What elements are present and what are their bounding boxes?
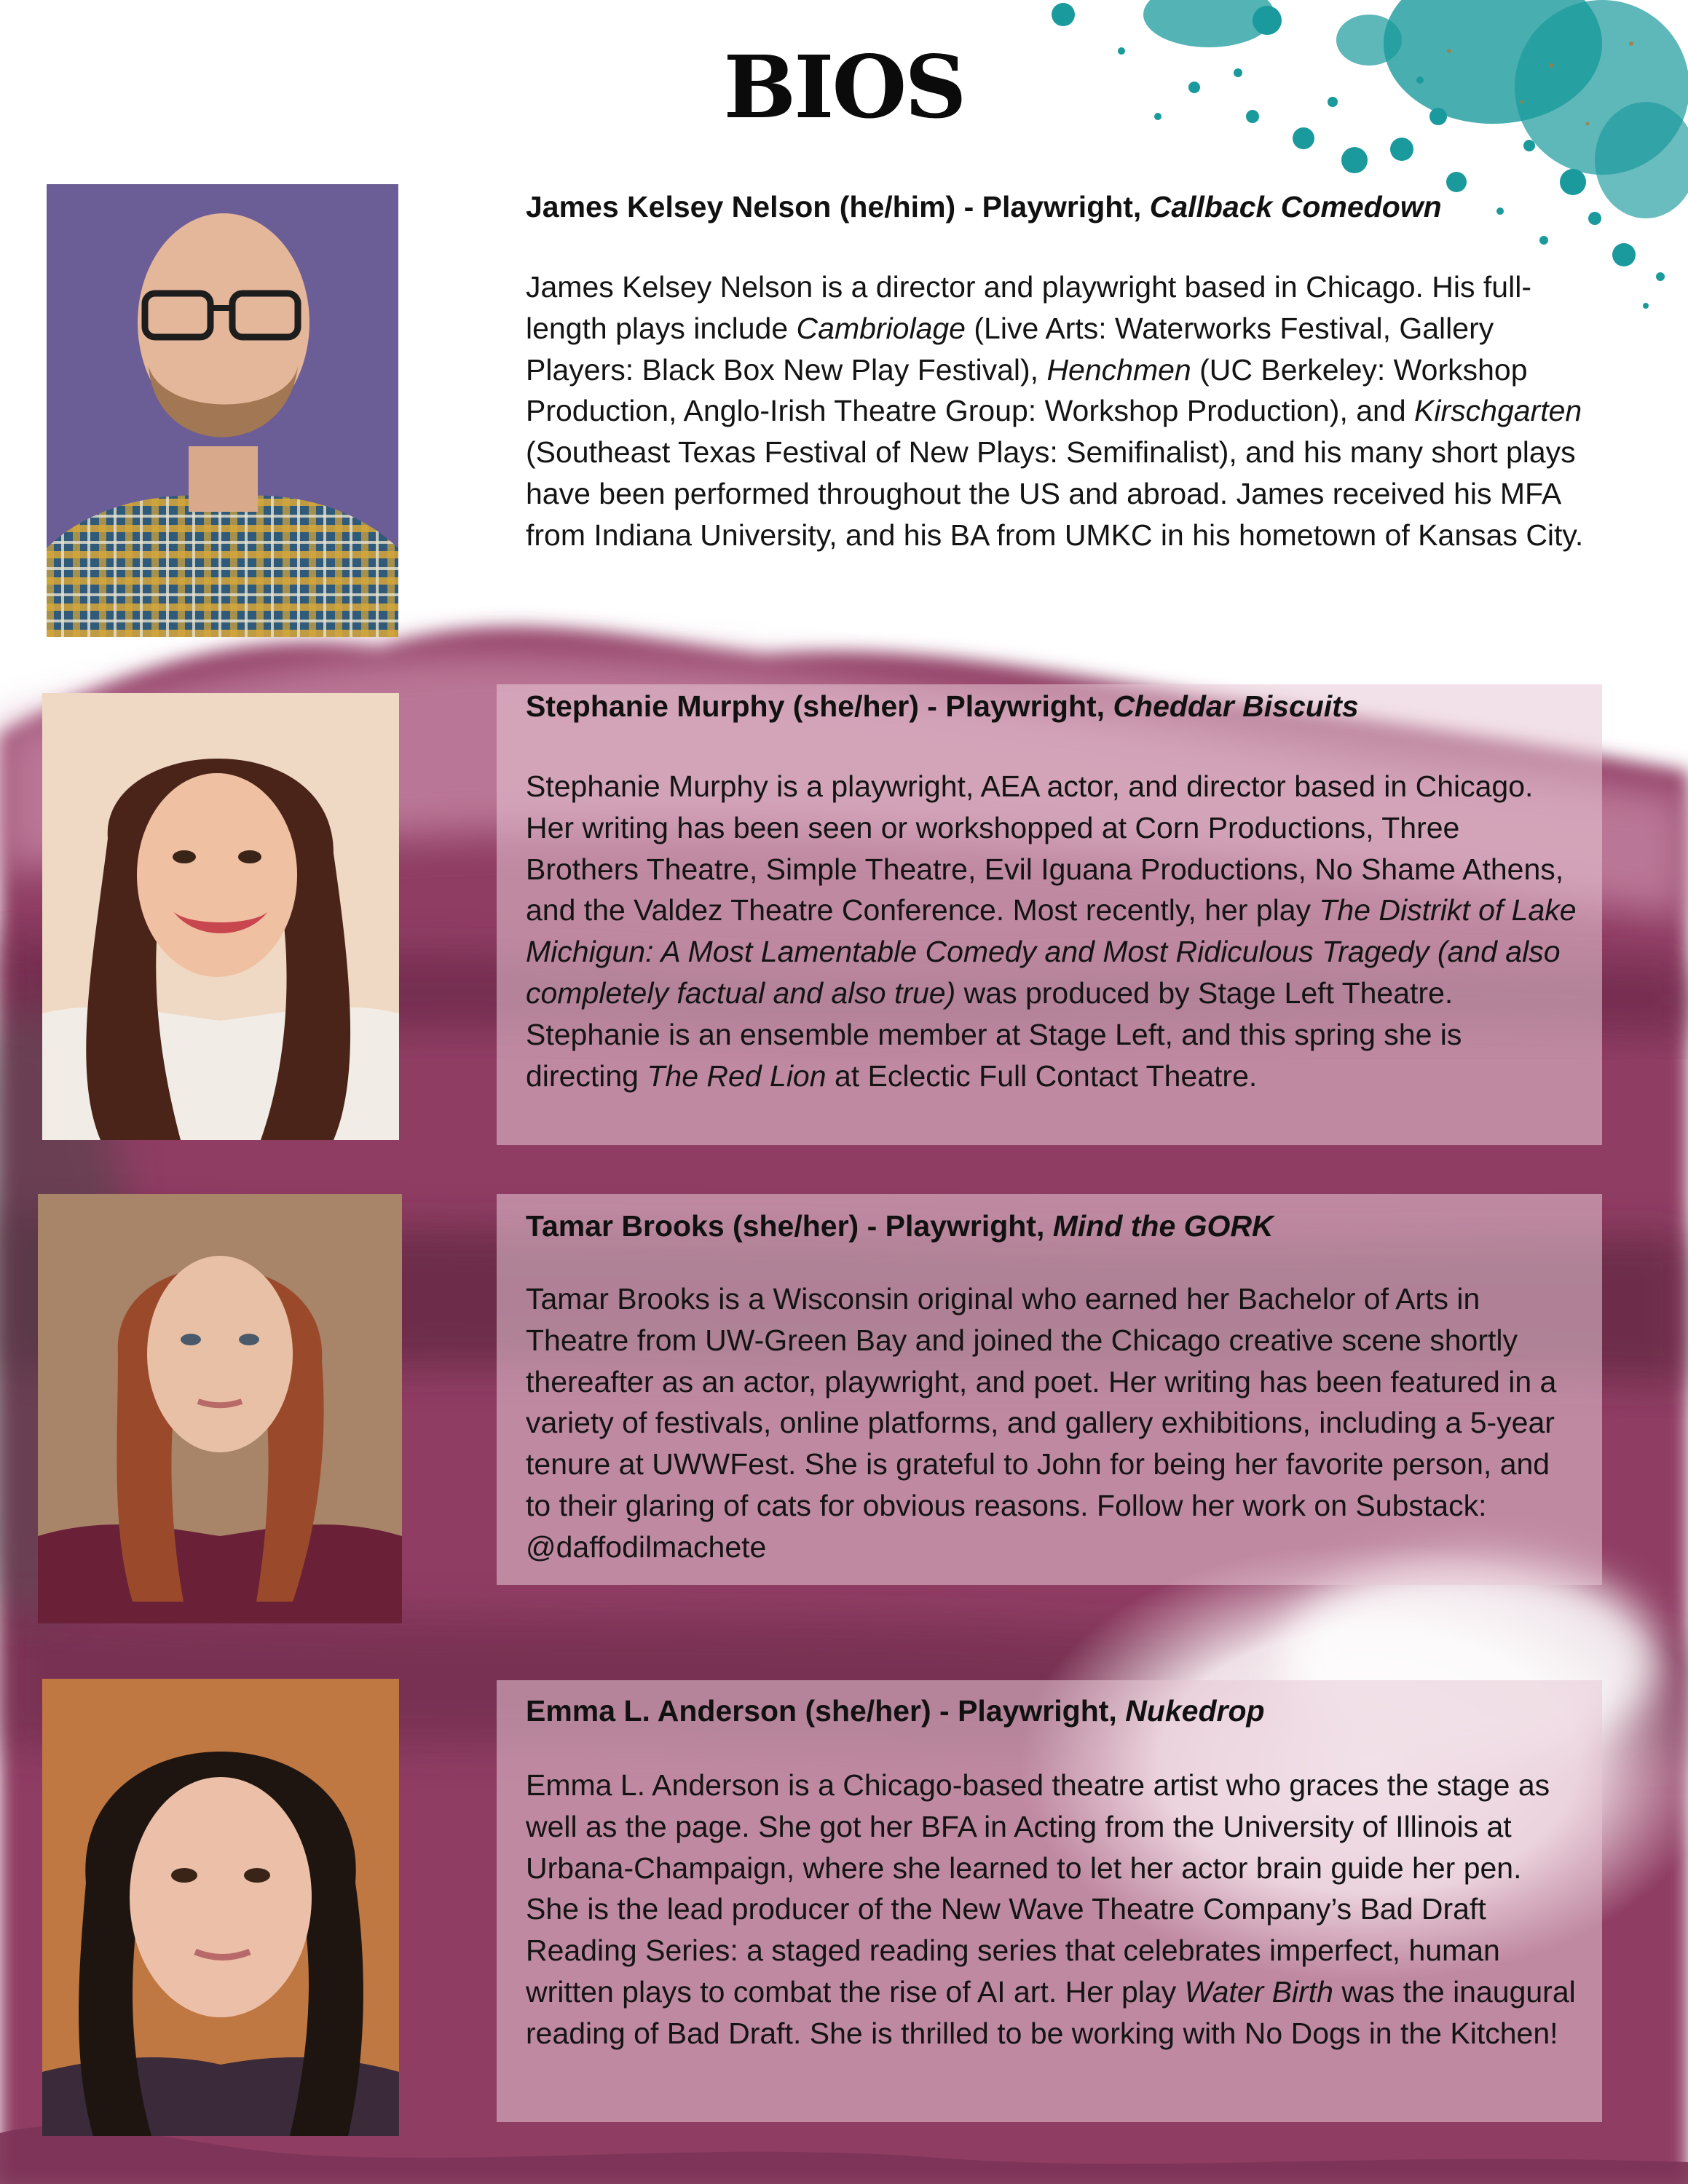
bio-text-run: (Live Arts: Waterworks Festival, Gallery Players: Black Box New Play Festival), [526, 311, 1494, 387]
headshot-emma-l-anderson [42, 1679, 399, 2136]
bio-text [526, 1765, 1580, 2054]
portrait-icon [42, 693, 399, 1140]
headshot-stephanie-murphy [42, 693, 399, 1140]
bio-text-run: Stephanie Murphy is a playwright, AEA actor, and director based in Chicago. Her writing has been seen or workshopped at Corn Productions, Three Brothers Theatre, Simple Theatre, Evil Iguana Productions, No Shame Athens, and the Valdez Theatre Conference. Most recently, her play [526, 769, 1564, 927]
bio-heading [526, 1690, 1580, 1731]
bio-heading [526, 686, 1580, 727]
bio-emma-l-anderson [497, 1680, 1602, 2122]
bio-heading [526, 1206, 1580, 1246]
bio-text [526, 766, 1580, 1096]
bio-text-run: James Kelsey Nelson is a director and playwright based in Chicago. His full-length plays include [526, 270, 1531, 345]
bio-tamar-brooks [497, 1194, 1602, 1585]
bio-name: Tamar Brooks (she/her) - Playwright, [526, 1209, 1053, 1243]
bio-italic-title: Cambriolage [796, 311, 966, 345]
bio-italic-title: Water Birth [1184, 1974, 1333, 2009]
bio-play-title: Nukedrop [1125, 1694, 1265, 1728]
bio-name: James Kelsey Nelson (he/him) - Playwright, [526, 190, 1150, 223]
bio-text-run: Emma L. Anderson is a Chicago-based theatre artist who graces the stage as well as the page. She got her BFA in Acting from the University of Illinois at Urbana-Champaign, where she learned to let her actor brain guide her pen. She is the lead producer of the New Wave Theatre Company’s Bad Draft Reading Series: a staged reading series that celebrates imperfect, human written plays to combat the rise of AI art. Her play [526, 1768, 1550, 2009]
bio-text-run: was produced by Stage Left Theatre. Stephanie is an ensemble member at Stage Left, and this spring she is directing [526, 976, 1462, 1093]
bio-play-title: Mind the GORK [1052, 1209, 1274, 1243]
page-title: BIOS [723, 36, 965, 138]
portrait-icon [38, 1194, 402, 1623]
bio-name: Stephanie Murphy (she/her) - Playwright, [526, 689, 1113, 723]
portrait-icon [47, 184, 398, 637]
bio-italic-title: Henchmen [1046, 352, 1191, 387]
bio-play-title: Cheddar Biscuits [1113, 689, 1359, 723]
bio-text [526, 1278, 1580, 1568]
bio-text-run: at Eclectic Full Contact Theatre. [826, 1059, 1258, 1093]
bio-text-run: (UC Berkeley: Workshop Production, Anglo-Irish Theatre Group: Workshop Production), and [526, 352, 1528, 428]
bio-text [526, 266, 1602, 556]
bio-play-title: Callback Comedown [1149, 190, 1442, 223]
headshot-james-kelsey-nelson [47, 184, 398, 637]
bio-text-run: was the inaugural reading of Bad Draft. She is thrilled to be working with No Dogs in the Kitchen! [526, 1974, 1576, 2050]
bio-stephanie-murphy [497, 684, 1602, 1145]
bio-james-kelsey-nelson [510, 186, 1602, 623]
portrait-icon [42, 1679, 399, 2136]
headshot-tamar-brooks [38, 1194, 402, 1623]
bio-text-run: (Southeast Texas Festival of New Plays: Semifinalist), and his many short plays have been performed throughout the US and abroad. James received his MFA from Indiana University, and his BA from UMKC in his hometown of Kansas City. [526, 435, 1584, 552]
bio-text-run: Tamar Brooks is a Wisconsin original who earned her Bachelor of Arts in Theatre from UW-Green Bay and joined the Chicago creative scene shortly thereafter as an actor, playwright, and poet. Her writing has been featured in a variety of festivals, online platforms, and gallery exhibitions, including a 5-year tenure at UWWFest. She is grateful to John for being her favorite person, and to their glaring of cats for obvious reasons. Follow her work on Substack: @daffodilmachete [526, 1282, 1557, 1564]
bio-heading [526, 186, 1602, 227]
bio-name: Emma L. Anderson (she/her) - Playwright, [526, 1694, 1126, 1728]
bio-italic-title: The Red Lion [647, 1059, 827, 1093]
bio-italic-title: The Distrikt of Lake Michigun: A Most Lamentable Comedy and Most Ridiculous Tragedy (and also completely factual and also true) [526, 893, 1577, 1010]
bio-italic-title: Kirschgarten [1414, 394, 1582, 428]
